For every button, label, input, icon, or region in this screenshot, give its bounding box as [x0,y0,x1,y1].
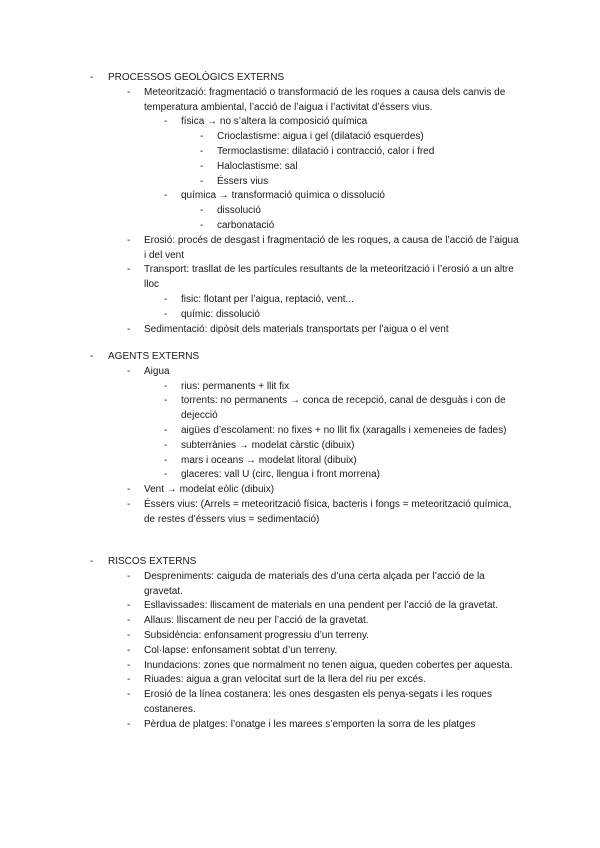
outline-item-level-3 [0,204,600,219]
section-heading-text: RISCOS EXTERNS [108,556,197,567]
outline-item-level-1-text: Despreniments: caiguda de materials des d’una certa alçada per l’acció de la gravetat. [144,570,485,597]
bullet-dash: - [127,644,131,656]
bullet-dash: - [127,689,131,701]
bullet-dash: - [127,600,131,612]
bullet-dash: - [164,395,168,407]
bullet-dash: - [164,308,168,320]
section-heading [0,71,600,86]
outline-item-level-2 [0,468,600,483]
bullet-dash: - [164,116,168,128]
bullet-dash: - [164,293,168,305]
outline-item-level-3-text: Haloclastisme: sal [217,160,298,172]
outline-item-level-1 [0,673,600,688]
outline-item-level-2-text: torrents: no permanents → conca de recepció, canal de desguàs i con de dejecció [181,395,506,422]
bullet-dash: - [127,629,131,641]
bullet-dash: - [200,160,204,172]
bullet-dash: - [90,351,94,362]
outline-item-level-2 [0,115,600,130]
outline-item-level-1-text: Pèrdua de platges: l’onatge i les marees s’emporten la sorra de les platges [144,718,476,730]
section-agents [0,350,600,528]
bullet-dash: - [127,323,131,335]
outline-item-level-1 [0,629,600,644]
outline-item-level-1-text: Erosió de la línea costanera: les ones desgasten els penya-segats i les roques costaneres. [144,689,492,715]
outline-item-level-3-text: Crioclastisme: aigua i gel (dilatació esquerdes) [217,131,424,143]
outline-item-level-3-text: Éssers vius [217,175,269,187]
outline-item-level-2 [0,424,600,439]
outline-item-level-1-text: Vent → modelat eòlic (dibuix) [144,484,275,496]
outline-item-level-2-text: subterrànies → modelat càrstic (dibuix) [181,439,355,451]
outline-item-level-3-text: dissolució [217,205,261,217]
outline-item-level-1-text: Sedimentació: dipòsit dels materials transportats per l’aigua o el vent [144,323,449,335]
outline-item-level-1 [0,570,600,600]
outline-item-level-1 [0,688,600,718]
outline-item-level-2-text: glaceres: vall U (circ, llengua i front morrena) [181,469,380,481]
outline-item-level-1-text: Col·lapse: enfonsament sobtat d’un terreny. [144,644,338,656]
outline-item-level-1-text: Meteorització: fragmentació o transformació de les roques a causa dels canvis de temperatura ambiental, l’acció de l’aigua i l’activitat d’éssers vius. [144,86,506,113]
outline-item-level-1-text: Inundacions: zones que normalment no tenen aigua, queden cobertes per aquesta. [144,659,513,671]
outline-item-level-3 [0,160,600,175]
outline-item-level-1-text: Erosió: procés de desgast i fragmentació de les roques, a causa de l’acció de l’aigua i del vent [144,234,519,261]
outline-item-level-1 [0,659,600,674]
outline-item-level-1 [0,718,600,733]
bullet-dash: - [200,145,204,157]
bullet-dash: - [127,86,131,98]
outline-item-level-1 [0,323,600,338]
outline-item-level-2-text: fisic: flotant per l’aigua, reptació, vent... [181,293,354,305]
outline-item-level-1 [0,614,600,629]
bullet-dash: - [127,498,131,510]
outline-item-level-3 [0,175,600,190]
outline-item-level-1 [0,86,600,116]
bullet-dash: - [127,674,131,686]
outline-item-level-1-text: Transport: trasllat de les partícules resultants de la meteorització i l’erosió a un altre lloc [144,264,514,291]
outline-item-level-2 [0,439,600,454]
section-heading [0,555,600,570]
bullet-dash: - [164,439,168,451]
outline-item-level-1 [0,483,600,498]
outline-item-level-3 [0,130,600,145]
outline-item-level-2-text: química → transformació química o dissolució [181,190,385,202]
section-heading-text: AGENTS EXTERNS [108,351,200,362]
outline-item-level-1 [0,644,600,659]
section-riscos [0,555,600,733]
bullet-dash: - [90,72,94,83]
bullet-dash: - [200,219,204,231]
bullet-dash: - [127,570,131,582]
outline-item-level-1-text: Subsidència: enfonsament progressiu d’un terreny. [144,629,369,641]
bullet-dash: - [200,131,204,143]
outline-item-level-2 [0,293,600,308]
bullet-dash: - [200,175,204,187]
bullet-dash: - [127,264,131,276]
outline-item-level-1 [0,263,600,293]
outline-item-level-2-text: física → no s’altera la composició química [181,116,368,128]
section-processos [0,71,600,337]
bullet-dash: - [200,205,204,217]
bullet-dash: - [127,234,131,246]
outline-item-level-2 [0,189,600,204]
outline-item-level-1-text: Esllavissades: lliscament de materials en una pendent per l’acció de la gravetat. [144,600,499,612]
bullet-dash: - [127,484,131,496]
outline-item-level-1-text: Éssers vius: (Arrels = meteorització física, bacteris i fongs = meteorització química, de restes d’éssers vius = sedimentació) [144,498,512,525]
bullet-dash: - [164,190,168,202]
outline-item-level-1 [0,365,600,380]
outline-item-level-2 [0,380,600,395]
outline-item-level-1 [0,498,600,528]
outline-item-level-2 [0,394,600,424]
outline-item-level-1-text: Aigua [144,365,170,377]
outline-item-level-1 [0,599,600,614]
outline-item-level-1 [0,234,600,264]
outline-item-level-3-text: Termoclastisme: dilatació i contracció, calor i fred [217,145,435,157]
outline-item-level-3 [0,145,600,160]
bullet-dash: - [164,454,168,466]
bullet-dash: - [127,659,131,671]
section-heading-text: PROCESSOS GEOLÒGICS EXTERNS [108,72,285,83]
bullet-dash: - [164,380,168,392]
bullet-dash: - [90,556,94,567]
outline-item-level-2-text: rius: permanents + llit fix [181,380,290,392]
bullet-dash: - [127,365,131,377]
outline-item-level-2 [0,454,600,469]
outline-item-level-3-text: carbonatació [217,219,275,231]
bullet-dash: - [164,469,168,481]
bullet-dash: - [127,615,131,627]
outline-item-level-2-text: químic: dissolució [181,308,260,320]
outline-item-level-3 [0,219,600,234]
bullet-dash: - [127,718,131,730]
section-heading [0,350,600,365]
outline-item-level-1-text: Riuades: aigua a gran velocitat surt de la llera del riu per excés. [144,674,426,686]
outline-item-level-2-text: mars i oceans → modelat litoral (dibuix) [181,454,357,466]
bullet-dash: - [164,424,168,436]
outline-item-level-1-text: Allaus: lliscament de neu per l’acció de la gravetat. [144,615,369,627]
outline-item-level-2-text: aigües d’escolament: no fixes + no llit fix (xaragalls i xemeneies de fades) [181,424,507,436]
outline-item-level-2 [0,308,600,323]
